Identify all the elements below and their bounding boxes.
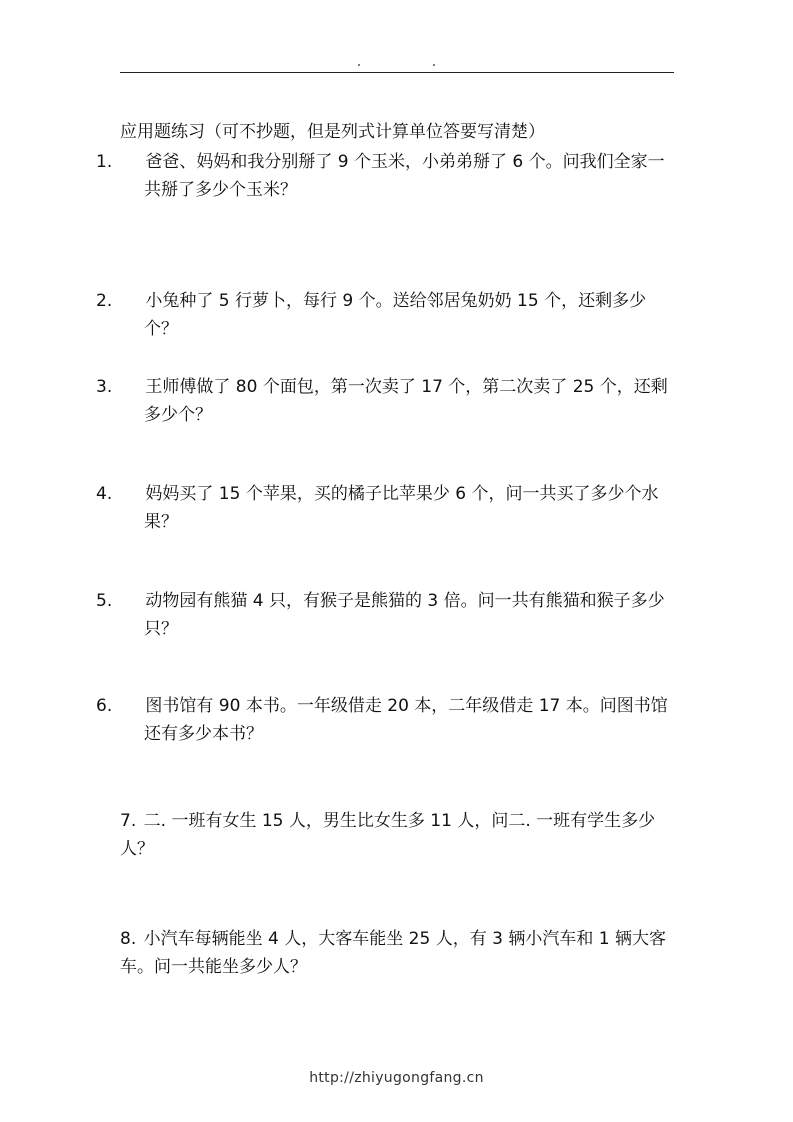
question-number: 4. — [96, 484, 113, 504]
question-text: 小汽车每辆能坐 4 人，大客车能坐 25 人，有 3 辆小汽车和 1 辆大客车。问一共能坐多少人？ — [120, 929, 666, 977]
question-text: 小兔种了 5 行萝卜，每行 9 个。送给邻居兔奶奶 15 个，还剩多少个？ — [144, 291, 647, 339]
question-8 — [120, 925, 676, 981]
question-7 — [120, 807, 676, 863]
question-text: 王师傅做了 80 个面包，第一次卖了 17 个，第二次卖了 25 个，还剩多少个？ — [144, 377, 668, 425]
footer-url: http://zhiyugongfang.cn — [309, 1070, 484, 1086]
question-number: 7. — [120, 811, 137, 831]
question-text: 爸爸、妈妈和我分别掰了 9 个玉米，小弟弟掰了 6 个。问我们全家一共掰了多少个玉米？ — [144, 152, 665, 200]
header-dot-left — [358, 64, 360, 66]
question-5 — [96, 587, 676, 643]
question-number: 5. — [96, 591, 113, 611]
question-number: 6. — [96, 696, 113, 716]
exercise-instructions: 应用题练习（可不抄题，但是列式计算单位答要写清楚） — [120, 122, 545, 142]
question-4 — [96, 480, 676, 536]
question-1 — [96, 148, 676, 204]
question-text: 妈妈买了 15 个苹果，买的橘子比苹果少 6 个，问一共买了多少个水果？ — [144, 484, 659, 532]
header-dot-right — [433, 64, 435, 66]
question-number: 1. — [96, 152, 113, 172]
question-2 — [96, 287, 676, 343]
question-number: 8. — [120, 929, 137, 949]
question-text: 动物园有熊猫 4 只，有猴子是熊猫的 3 倍。问一共有熊猫和猴子多少只？ — [144, 591, 665, 639]
question-number: 3. — [96, 377, 113, 397]
question-3 — [96, 373, 676, 429]
header-rule — [120, 72, 674, 73]
question-text: 二. 一班有女生 15 人，男生比女生多 11 人，问二. 一班有学生多少人？ — [120, 811, 656, 859]
question-text: 图书馆有 90 本书。一年级借走 20 本，二年级借走 17 本。问图书馆还有多少本书？ — [144, 696, 668, 744]
question-number: 2. — [96, 291, 113, 311]
question-6 — [96, 692, 676, 748]
